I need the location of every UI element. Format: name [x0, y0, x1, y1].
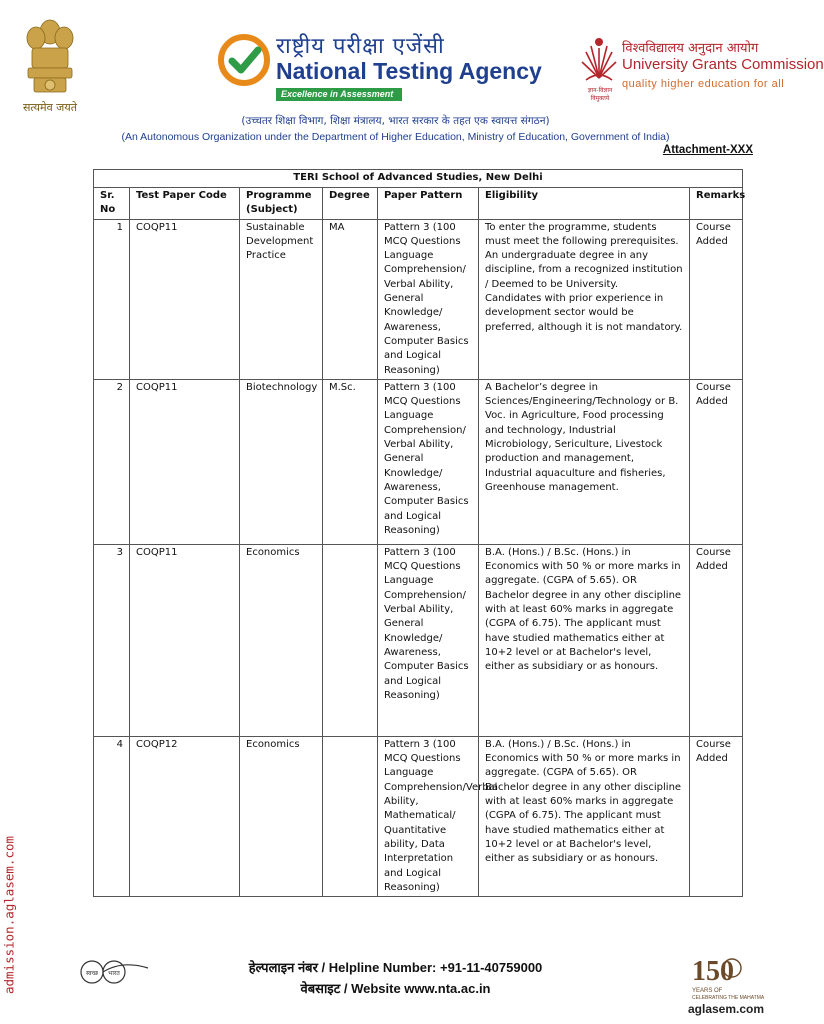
cell-code: COQP11 [130, 544, 240, 736]
header-eligibility: Eligibility [479, 188, 690, 220]
cell-remarks: Course Added [690, 544, 743, 736]
cell-programme: Economics [240, 544, 323, 736]
aglasem-brand: aglasem.com [688, 1002, 765, 1016]
nta-tagline: Excellence in Assessment [276, 88, 402, 101]
cell-eligibility [479, 544, 690, 736]
cell-code: COQP11 [130, 379, 240, 544]
cell-remarks: Course Added [690, 736, 743, 896]
header-code: Test Paper Code [130, 188, 240, 220]
svg-text:स्वच्छ: स्वच्छ [85, 970, 99, 977]
eligibility-para: To enter the programme, students must meet the following prerequisites. An undergraduate degree in any discipline, from a recognized institution / Deemed to be University. [485, 221, 683, 290]
ugc-hindi-name: विश्वविद्यालय अनुदान आयोग [622, 41, 759, 56]
side-watermark [0, 820, 18, 1010]
cell-programme: Biotechnology [240, 379, 323, 544]
eligibility-para: B.A. (Hons.) / B.Sc. (Hons.) in Economics with 50 % or more marks in aggregate. (CGPA of 5.65). OR [485, 546, 681, 587]
table-row [94, 219, 743, 379]
cell-eligibility [479, 379, 690, 544]
cell-degree: MA [323, 219, 378, 379]
cell-pattern: Pattern 3 (100 MCQ Questions Language Comprehension/Verbal Ability, Mathematical/ Quantitative ability, Data Interpretation and Logical Reasoning) [378, 736, 479, 896]
cell-code: COQP11 [130, 219, 240, 379]
nta-hindi-name: राष्ट्रीय परीक्षा एजेंसी [276, 34, 445, 59]
table-row [94, 736, 743, 896]
org-description-hindi: (उच्चतर शिक्षा विभाग, शिक्षा मंत्रालय, भारत सरकार के तहत एक स्वायत्त संगठन) [241, 115, 550, 127]
svg-text:YEARS OF: YEARS OF [692, 988, 723, 994]
cell-remarks: Course Added [690, 219, 743, 379]
website-link[interactable]: वेबसाइट / Website www.nta.ac.in [300, 981, 491, 996]
ugc-tagline: quality higher education for all [622, 78, 785, 90]
programme-table [93, 169, 746, 897]
eligibility-para: Bachelor degree in any other discipline with at least 60% marks in aggregate (CGPA of 6.75). The applicant must have studied mathematics either at 10+2 level or at Bachelor's level, either as subsidiary or as honours. [485, 781, 682, 865]
cell-pattern: Pattern 3 (100 MCQ Questions Language Comprehension/ Verbal Ability, General Knowledge/ Awareness, Computer Basics and Logical Reasoning) [378, 219, 479, 379]
svg-text:150: 150 [692, 956, 734, 987]
table-row [94, 544, 743, 736]
cell-degree [323, 544, 378, 736]
ugc-logo-icon [580, 30, 618, 86]
header-programme: Programme (Subject) [240, 188, 323, 220]
helpline-number: हेल्पलाइन नंबर / Helpline Number: +91-11-40759000 [248, 960, 543, 975]
nta-english-name: National Testing Agency [276, 58, 542, 84]
cell-code: COQP12 [130, 736, 240, 896]
eligibility-para: B.A. (Hons.) / B.Sc. (Hons.) in Economics with 50 % or more marks in aggregate. (CGPA of 5.65). OR [485, 738, 681, 779]
cell-srno: 3 [94, 544, 130, 736]
header-remarks: Remarks [690, 188, 743, 220]
table-row [94, 379, 743, 544]
eligibility-para: A Bachelor’s degree in Sciences/Engineering/Technology or B. Voc. in Agriculture, Food processing and technology, Industrial Microbiology, Sericulture, Livestock production and management, Industrial aquaculture and fisheries, Greenhouse management. [485, 381, 679, 493]
cell-pattern: Pattern 3 (100 MCQ Questions Language Comprehension/ Verbal Ability, General Knowledge/ Awareness, Computer Basics and Logical Reasoning) [378, 544, 479, 736]
cell-eligibility [479, 219, 690, 379]
emblem-motto: सत्यमेव जयते [22, 101, 77, 114]
side-watermark-text: admission.aglasem.com [1, 835, 17, 995]
ugc-english-name: University Grants Commission [622, 56, 824, 73]
header-pattern: Paper Pattern [378, 188, 479, 220]
attachment-label: Attachment-XXX [662, 144, 753, 156]
nta-logo-icon [218, 34, 270, 86]
table-caption-row [94, 170, 743, 188]
cell-eligibility [479, 736, 690, 896]
cell-degree [323, 736, 378, 896]
header-degree: Degree [323, 188, 378, 220]
table-header-row [94, 188, 743, 220]
cell-pattern: Pattern 3 (100 MCQ Questions Language Comprehension/ Verbal Ability, General Knowledge/ Awareness, Computer Basics and Logical Reasoning) [378, 379, 479, 544]
svg-text:भारत: भारत [108, 970, 120, 977]
header-srno: Sr. No [94, 188, 130, 220]
cell-programme: Economics [240, 736, 323, 896]
svg-text:CELEBRATING THE MAHATMA: CELEBRATING THE MAHATMA [692, 995, 765, 1001]
eligibility-para: Candidates with prior experience in development sector would be preferred, although it is not mandatory. [485, 293, 683, 333]
cell-degree: M.Sc. [323, 379, 378, 544]
gandhi-150-icon [688, 950, 765, 1002]
org-description-english: (An Autonomous Organization under the Department of Higher Education, Ministry of Education, Government of India) [121, 131, 670, 143]
cell-srno: 4 [94, 736, 130, 896]
cell-srno: 2 [94, 379, 130, 544]
eligibility-para: Bachelor degree in any other discipline with at least 60% marks in aggregate (CGPA of 6.75). The applicant must have studied mathematics either at 10+2 level or at Bachelor's level, either as subsidiary or as honours. [485, 589, 682, 673]
cell-srno: 1 [94, 219, 130, 379]
ugc-logo-caption: ज्ञान-विज्ञान विमुक्तये [587, 87, 613, 102]
table-caption: TERI School of Advanced Studies, New Delhi [94, 170, 743, 188]
cell-remarks: Course Added [690, 379, 743, 544]
cell-programme: Sustainable Development Practice [240, 219, 323, 379]
